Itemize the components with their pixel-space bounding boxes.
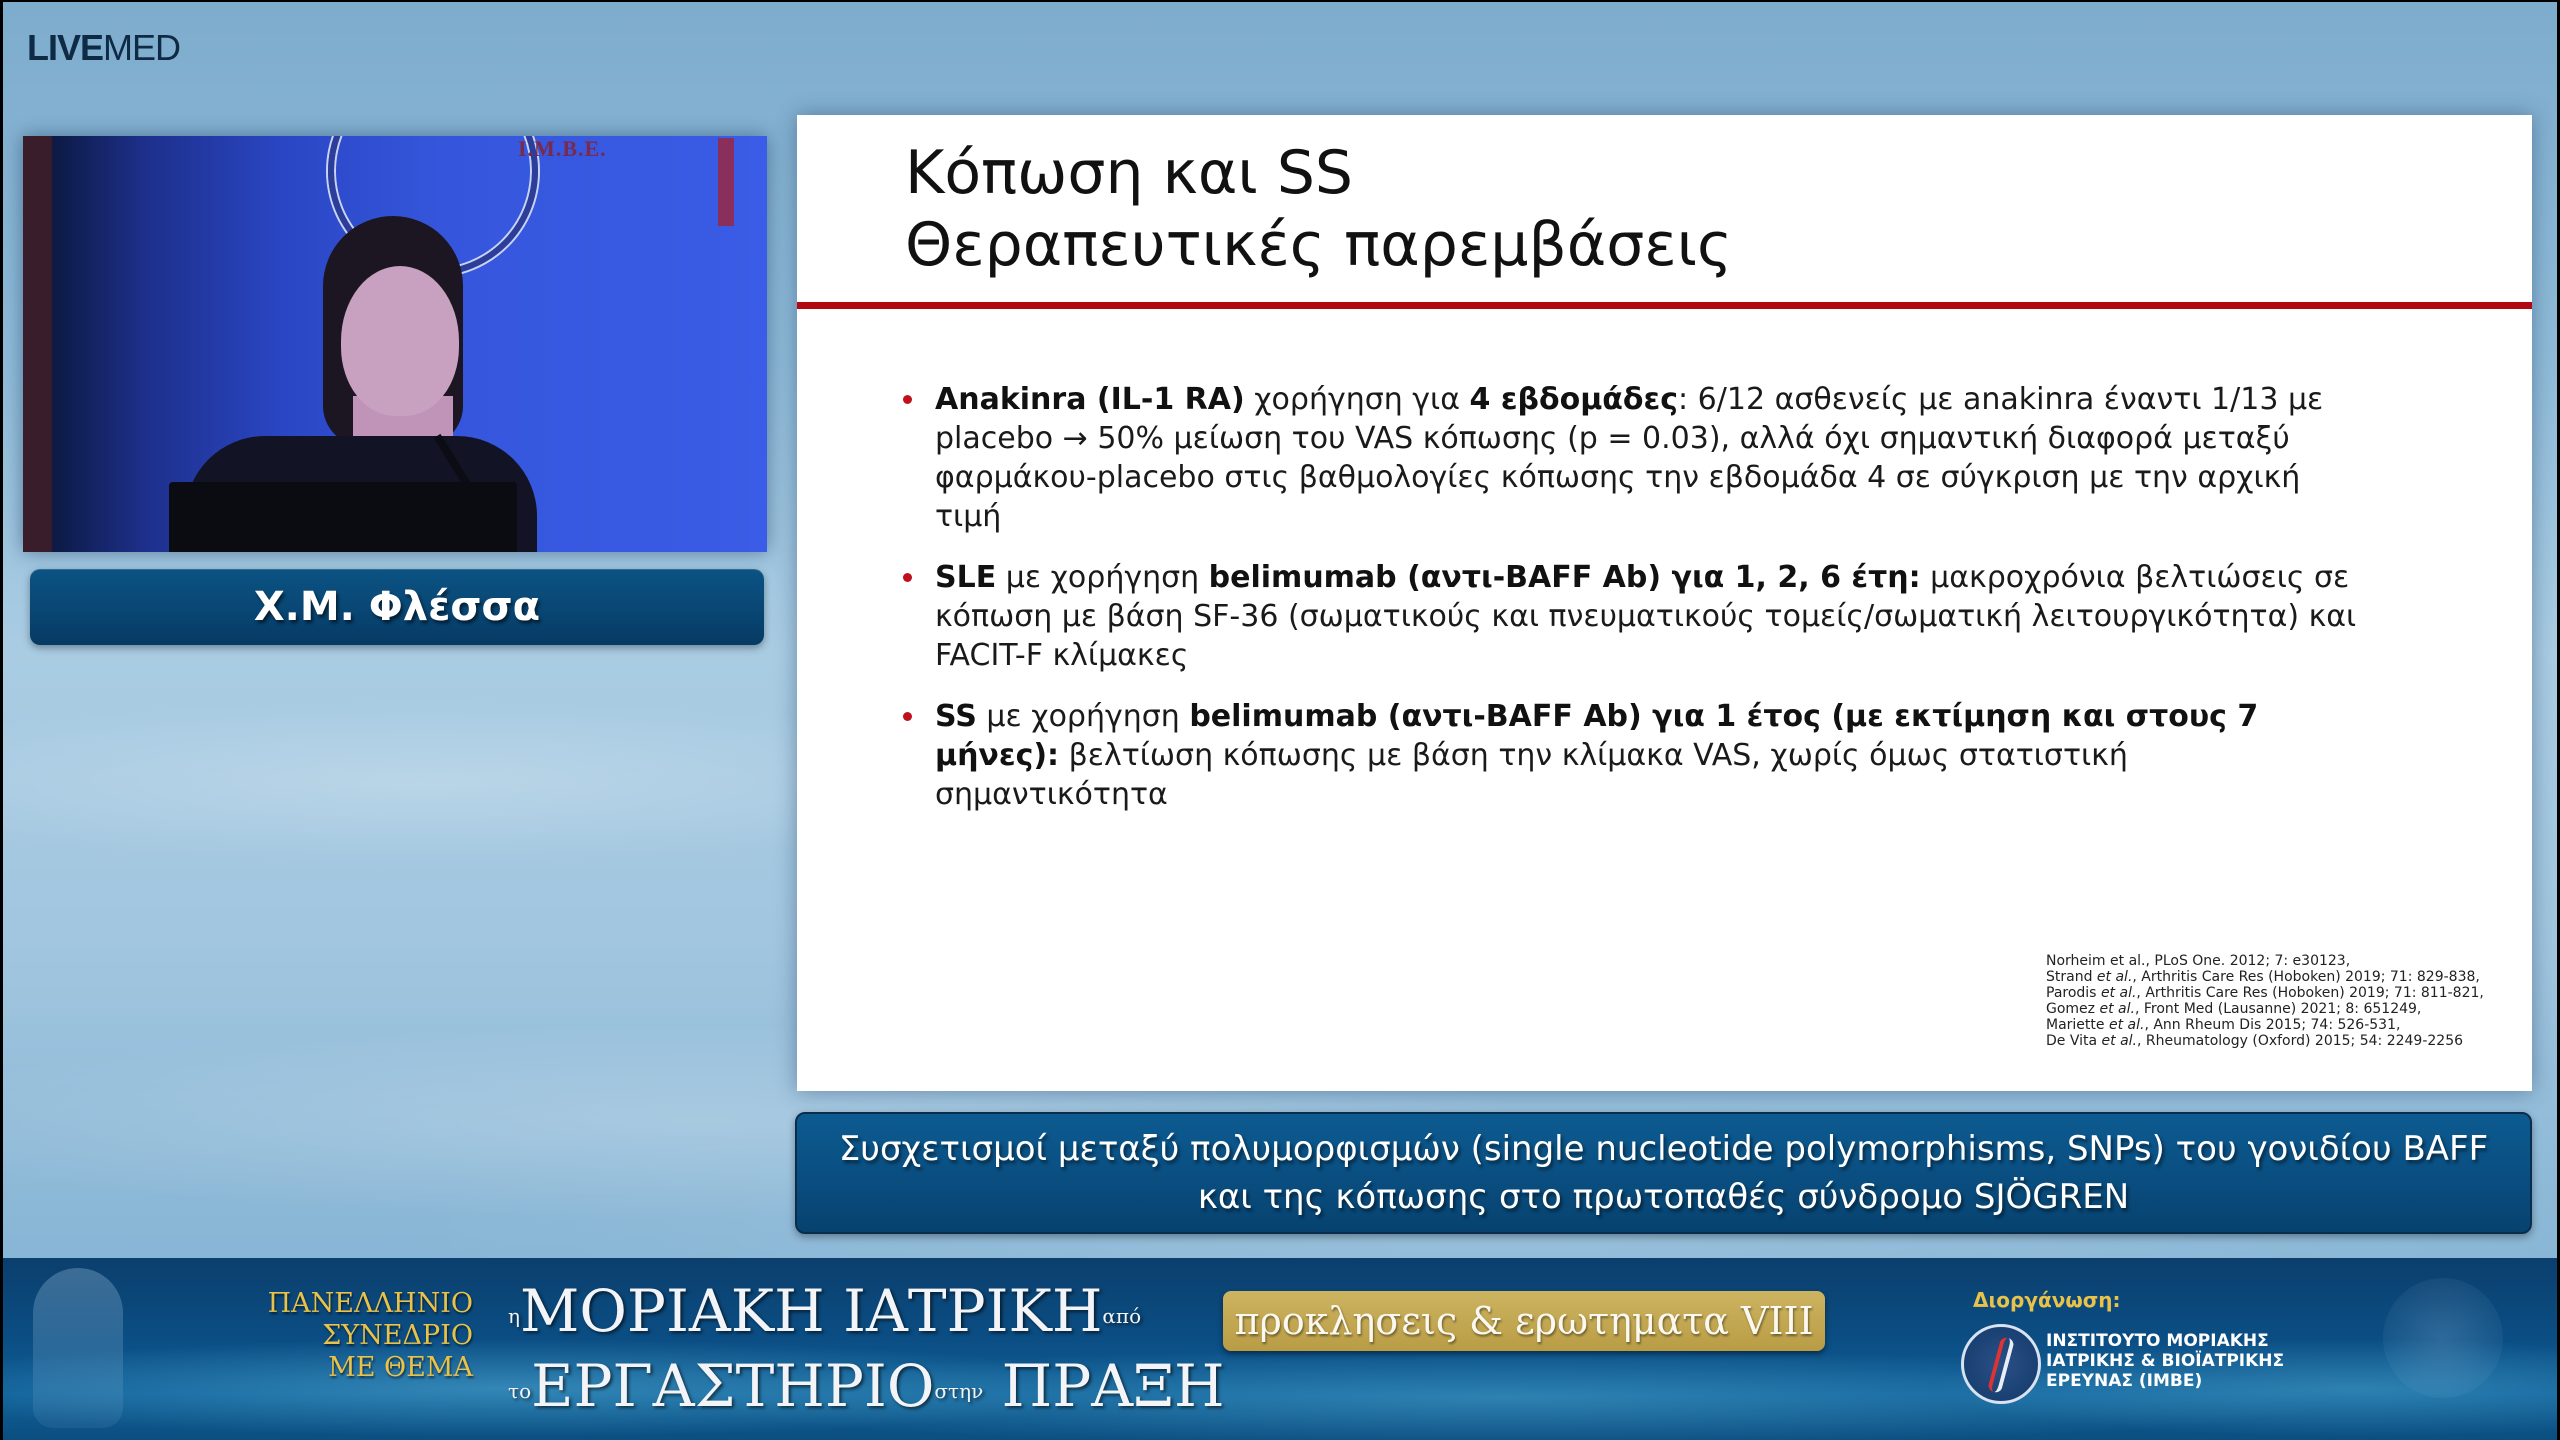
bullet-text-bold: 4 εβδομάδες	[1469, 382, 1679, 417]
presentation-slide	[797, 115, 2532, 1091]
slide-title-line1: Κόπωση και SS	[905, 138, 1354, 208]
bullet-text-bold: SS	[935, 699, 977, 734]
organizer-name: ΙΝΣΤΙΤΟΥΤΟ ΜΟΡΙΑΚΗΣ ΙΑΤΡΙΚΗΣ & ΒΙΟΪΑΤΡΙΚΗΣ ΕΡΕΥΝΑΣ (IMBE)	[2046, 1331, 2285, 1391]
imbe-logo-icon	[1961, 1324, 2041, 1404]
livemed-logo	[27, 27, 181, 68]
references	[2046, 953, 2484, 1049]
slide-title-line2: Θεραπευτικές παρεμβάσεις	[905, 210, 1733, 280]
backdrop-text: I.M.B.E.	[518, 136, 607, 161]
edition-text: προκλησεις & ερωτηματα VIII	[1234, 1299, 1814, 1343]
conference-lead: ΠΑΝΕΛΛΗΝΙΟ ΣΥΝΕΔΡΙΟ ΜΕ ΘΕΜΑ	[267, 1288, 473, 1383]
bullet-text: με χορήγηση	[996, 560, 1209, 595]
reference-item: Strand et al., Arthritis Care Res (Hoboken) 2019; 71: 829-838,	[2046, 969, 2480, 985]
organizer-label: Διοργάνωση:	[1973, 1288, 2121, 1312]
bullet-item	[935, 558, 2365, 675]
reference-item: Gomez et al., Front Med (Lausanne) 2021; 8: 651249,	[2046, 1001, 2422, 1017]
bullet-text: χορήγηση για	[1244, 382, 1470, 417]
logo-med-text: MED	[103, 27, 181, 68]
bullet-item	[935, 380, 2365, 536]
speaker-name: Χ.Μ. Φλέσσα	[253, 584, 541, 630]
caption-line1: Συσχετισμοί μεταξύ πολυμορφισμών (single nucleotide polymorphisms, SNPs) του γονιδίου BAFF	[838, 1129, 2489, 1169]
bullet-text-bold: belimumab (αντι-BAFF Ab) για 1, 2, 6 έτη:	[1208, 560, 1921, 595]
bullet-text: βελτίωση κόπωσης με βάση την κλίμακα VAS, χωρίς όμως στατιστική σημαντικότητα	[935, 738, 2128, 812]
talk-title-caption	[795, 1112, 2532, 1234]
edition-badge	[1223, 1291, 1825, 1351]
reference-item: Parodis et al., Arthritis Care Res (Hoboken) 2019; 71: 811-821,	[2046, 985, 2484, 1001]
bullet-text-bold: Anakinra (IL-1 RA)	[935, 382, 1245, 417]
logo-live-text: LIVE	[27, 27, 104, 68]
speaker-face	[341, 266, 459, 416]
laptop	[169, 482, 517, 552]
conference-banner: ΠΑΝΕΛΛΗΝΙΟ ΣΥΝΕΔΡΙΟ ΜΕ ΘΕΜΑ ηΜΟΡΙΑΚΗ ΙΑΤΡΙΚΗαπό τοΕΡΓΑΣΤΗΡΙΟστην ΠΡΑΞΗ προκλησεις & ερωτηματα VIII Διοργάνωση: ΙΝΣΤΙΤΟΥΤΟ ΜΟΡΙΑΚΗΣ ΙΑΤΡΙΚΗΣ & ΒΙΟΪΑΤΡΙΚΗΣ ΕΡΕΥΝΑΣ (IMBE)	[3, 1258, 2557, 1440]
statue-bust-icon	[33, 1268, 123, 1428]
backdrop-red-bar	[718, 138, 734, 226]
bullet-text: μακροχρόνια βελτιώσεις σε κόπωση με βάση SF-36 (σωματικούς και πνευματικούς τομείς/σωματική λειτουργικότητα) και FACIT-F κλίμακες	[935, 560, 2357, 673]
bullet-item	[935, 697, 2365, 814]
dna-helix-icon	[1987, 1336, 2015, 1394]
bullet-text: με χορήγηση	[976, 699, 1190, 734]
bullet-text-bold: SLE	[935, 560, 997, 595]
speaker-video	[23, 136, 767, 552]
bullet-dot-icon	[903, 712, 912, 721]
statue-right-icon	[2383, 1278, 2503, 1398]
slide-title	[905, 137, 1732, 281]
bullet-list	[935, 380, 2365, 836]
bullet-text: : 6/12 ασθενείς με anakinra έναντι 1/13 με placebo → 50% μείωση του VAS κόπωσης (p = 0.03), αλλά όχι σημαντική διαφορά μεταξύ φαρμάκου-placebo στις βαθμολογίες κόπωσης την εβδομάδα 4 σε σύγκριση με την αρχική τιμή	[935, 382, 2324, 534]
reference-item: De Vita et al., Rheumatology (Oxford) 2015; 54: 2249-2256	[2046, 1033, 2464, 1049]
title-divider	[797, 302, 2532, 309]
reference-item: Norheim et al., PLoS One. 2012; 7: e30123,	[2046, 953, 2351, 969]
reference-item: Mariette et al., Ann Rheum Dis 2015; 74: 526-531,	[2046, 1017, 2401, 1033]
speaker-name-plate	[30, 569, 764, 645]
caption-line2: και της κόπωσης στο πρωτοπαθές σύνδρομο SJÖGREN	[1197, 1177, 2130, 1217]
bullet-dot-icon	[903, 395, 912, 404]
bullet-text-bold: belimumab (αντι-BAFF Ab) για 1 έτος (με εκτίμηση και στους 7 μήνες):	[935, 699, 2259, 773]
stream-layout	[3, 2, 2557, 1440]
bullet-dot-icon	[903, 573, 912, 582]
